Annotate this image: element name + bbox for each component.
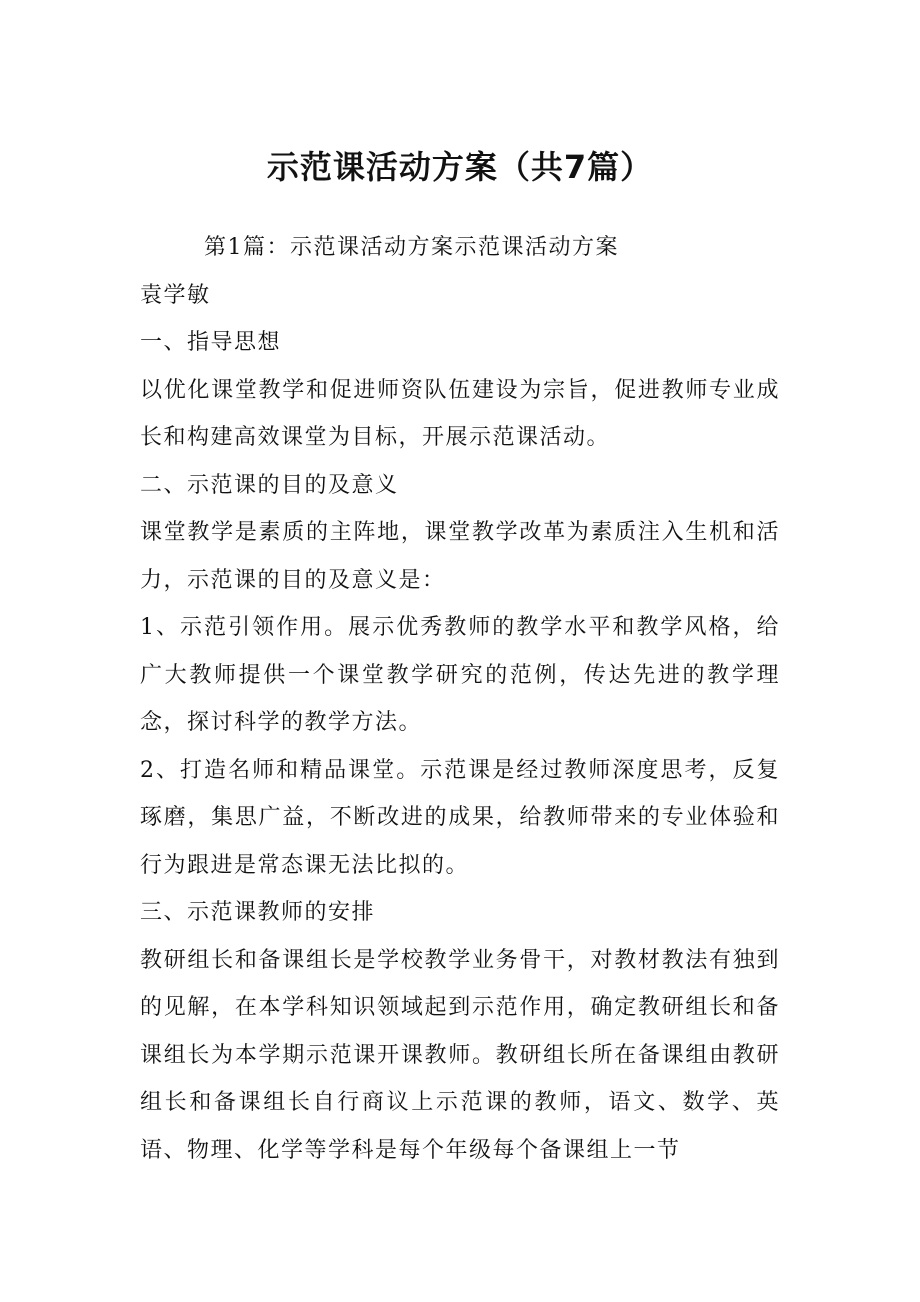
author-name: 袁学敏 (140, 282, 211, 308)
paragraph: 以优化课堂教学和促进师资队伍建设为宗旨，促进教师专业成长和构建高效课堂为目标，开展示范课活动。 (140, 377, 780, 450)
chapter-subtitle: 第1篇：示范课活动方案示范课活动方案 (204, 235, 619, 260)
paragraph: 2、打造名师和精品课堂。示范课是经过教师深度思考，反复琢磨，集思广益，不断改进的成果，给教师带来的专业体验和行为跟进是常态课无法比拟的。 (140, 757, 780, 878)
paragraph: 1、示范引领作用。展示优秀教师的教学水平和教学风格，给广大教师提供一个课堂教学研究的范例，传达先进的教学理念，探讨科学的教学方法。 (140, 615, 780, 735)
paragraph: 课堂教学是素质的主阵地，课堂教学改革为素质注入生机和活力，示范课的目的及意义是： (140, 520, 780, 593)
section-heading-guiding-ideology: 一、指导思想 (140, 330, 282, 355)
section-heading-teacher-arrangement: 三、示范课教师的安排 (140, 900, 376, 925)
document-body (140, 224, 780, 1174)
document-title: 示范课活动方案（共7篇） (266, 148, 654, 186)
paragraph: 教研组长和备课组长是学校教学业务骨干，对教材教法有独到的见解，在本学科知识领域起到示范作用，确定教研组长和备课组长为本学期示范课开课教师。教研组长所在备课组由教研组长和备课组长自行商议上示范课的教师，语文、数学、英语、物理、化学等学科是每个年级每个备课组上一节 (140, 947, 780, 1163)
section-heading-purpose: 二、示范课的目的及意义 (140, 472, 399, 498)
